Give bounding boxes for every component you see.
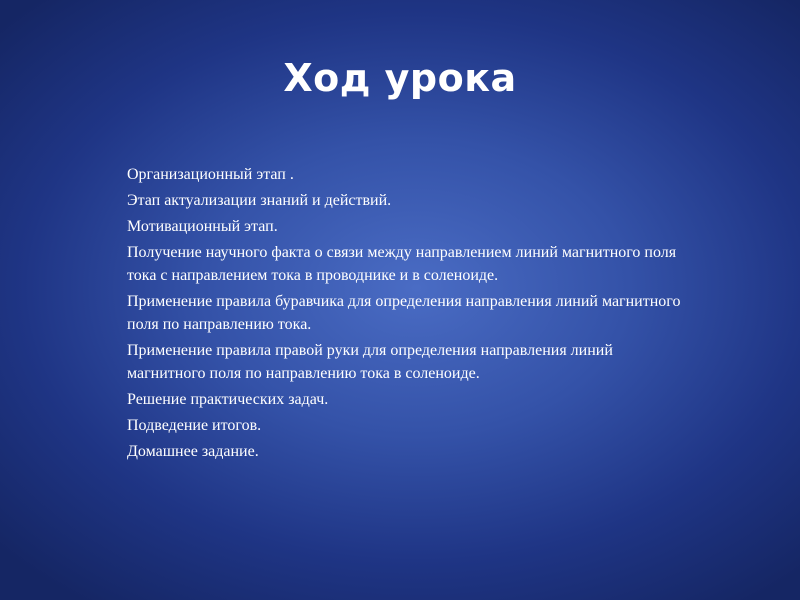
list-item: Применение правила правой руки для определения направления линий магнитного поля по направлению тока в соленоиде.	[127, 342, 613, 382]
list-item: Применение правила буравчика для определения направления линий магнитного поля по направлению тока.	[127, 293, 681, 333]
list-item: Организационный этап .	[127, 166, 294, 183]
list-item: Мотивационный этап.	[127, 218, 278, 235]
list-item: Решение практических задач.	[127, 391, 329, 408]
list-item: Этап актуализации знаний и действий.	[127, 192, 392, 209]
list-item: Получение научного факта о связи между направлением линий магнитного поля тока с направлением тока в проводнике и в соленоиде.	[127, 244, 677, 284]
lesson-steps-list	[127, 163, 687, 466]
list-item: Домашнее задание.	[127, 443, 259, 460]
slide-title: Ход урока	[283, 56, 517, 100]
list-item: Подведение итогов.	[127, 417, 262, 434]
